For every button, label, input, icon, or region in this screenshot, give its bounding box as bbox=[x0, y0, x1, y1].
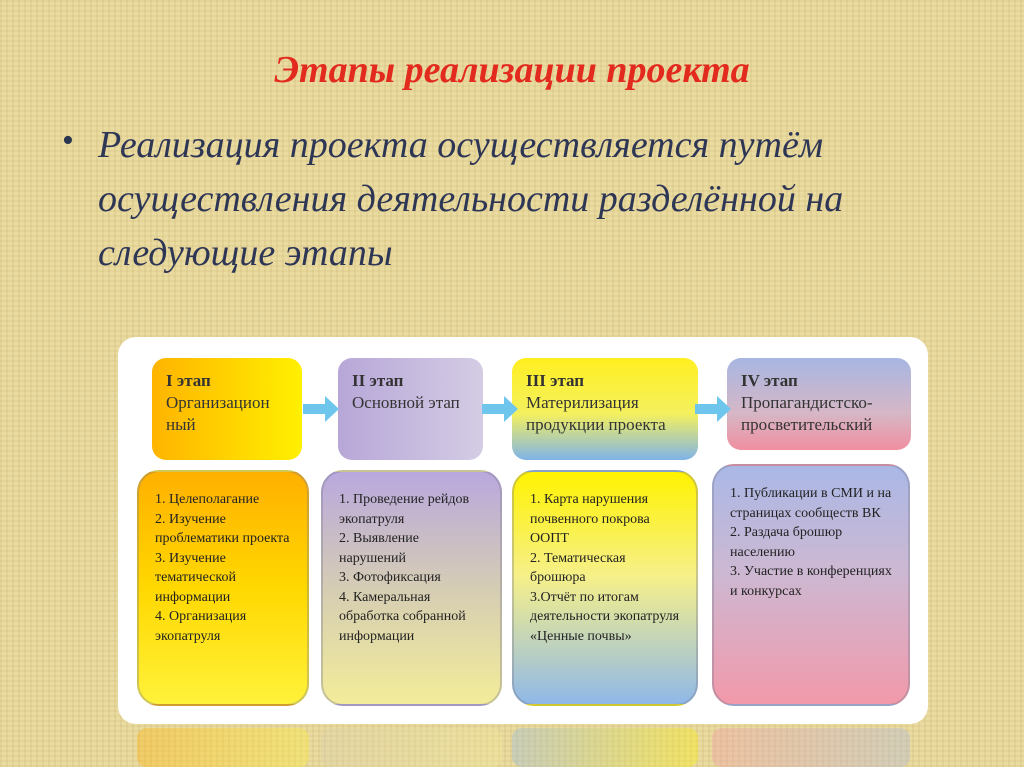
stage-1-details bbox=[137, 470, 309, 706]
stage-1-label: I этап bbox=[166, 371, 211, 390]
stage-4-label: IV этап bbox=[741, 371, 798, 390]
reflection-stage-3 bbox=[512, 728, 698, 767]
stage-1-items: 1. Целеполагание 2. Изучение проблематики проекта 3. Изучение тематической информации 4. Организация экопатруля bbox=[155, 492, 290, 644]
arrow-right-icon bbox=[303, 396, 339, 422]
arrow-right-icon bbox=[482, 396, 518, 422]
reflection-stage-1 bbox=[137, 728, 309, 767]
reflection-stage-2 bbox=[321, 728, 502, 767]
stage-2-label: II этап bbox=[352, 371, 404, 390]
bullet-paragraph bbox=[62, 118, 942, 280]
stage-2-name: Основной этап bbox=[352, 393, 460, 412]
stage-3-header bbox=[512, 358, 698, 460]
stage-3-name: Материлизация продукции проекта bbox=[526, 393, 666, 434]
slide-title: Этапы реализации проекта bbox=[274, 49, 750, 91]
stage-3-details bbox=[512, 470, 698, 706]
stage-4-items: 1. Публикации в СМИ и на страницах сообществ ВК 2. Раздача брошюр населению 3. Участие в конференциях и конкурсах bbox=[730, 486, 892, 599]
bullet-text: Реализация проекта осуществляется путём осуществления деятельности разделённой на следующие этапы bbox=[98, 124, 844, 274]
bullet-marker: • bbox=[62, 122, 74, 159]
stage-3-items: 1. Карта нарушения почвенного покрова ООПТ 2. Тематическая брошюра 3.Отчёт по итогам деятельности экопатруля «Ценные почвы» bbox=[530, 492, 680, 644]
stage-2-items: 1. Проведение рейдов экопатруля 2. Выявление нарушений 3. Фотофиксация 4. Камеральная обработка собранной информации bbox=[339, 492, 470, 644]
arrow-right-icon bbox=[695, 396, 731, 422]
stage-1-name: Организацион ный bbox=[166, 393, 270, 434]
stage-1-header bbox=[152, 358, 302, 460]
stage-4-header bbox=[727, 358, 911, 450]
stage-2-header bbox=[338, 358, 483, 460]
stage-4-details bbox=[712, 464, 910, 706]
stage-2-details bbox=[321, 470, 502, 706]
stage-4-name: Пропагандистско-просветительский bbox=[741, 393, 873, 434]
stage-3-label: III этап bbox=[526, 371, 585, 390]
reflection-stage-4 bbox=[712, 728, 910, 767]
